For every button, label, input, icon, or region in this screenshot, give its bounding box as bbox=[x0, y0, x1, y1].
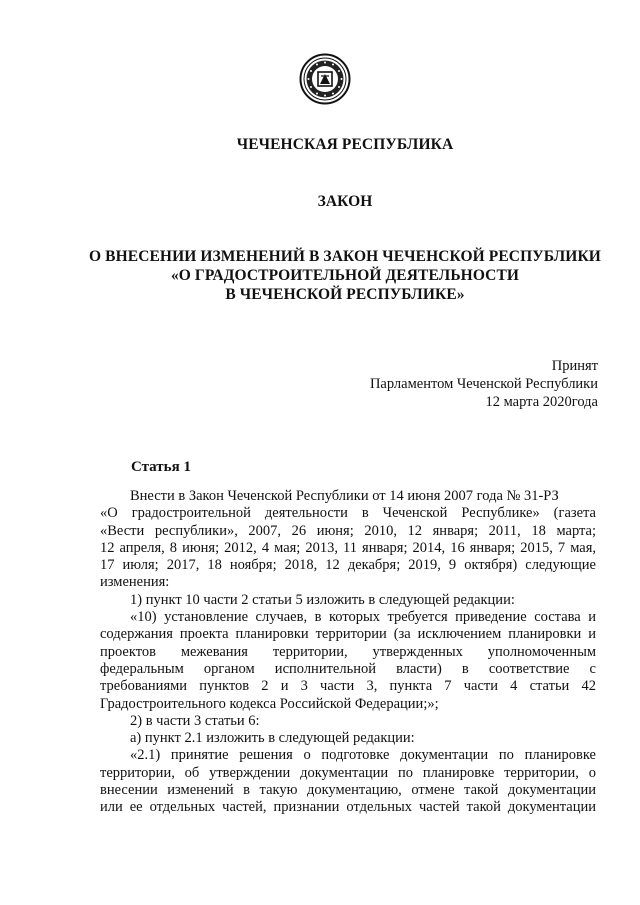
body-line: «10) установление случаев, в которых требуется приведение состава и bbox=[130, 609, 596, 626]
body-line: Градостроительного кодекса Российской Федерации;»; bbox=[100, 695, 439, 712]
body-line: внесении изменений в такую документацию, отмене такой документации bbox=[100, 782, 596, 799]
republic-name: ЧЕЧЕНСКАЯ РЕСПУБЛИКА bbox=[236, 136, 454, 153]
body-line: проектов межевания территории, утвержденных уполномоченным bbox=[100, 643, 596, 660]
law-title bbox=[60, 247, 630, 304]
adoption-line: Принят bbox=[551, 358, 598, 374]
body-line: изменения: bbox=[100, 574, 170, 591]
body-line: требованиями пунктов 2 и 3 части 3, пункта 7 части 4 статьи 42 bbox=[100, 678, 596, 695]
body-line: Внести в Закон Чеченской Республики от 14 июня 2007 года № 31-РЗ bbox=[130, 488, 559, 504]
body-line: 17 июля; 2017, 18 ноября; 2018, 12 декабря; 2019, 9 октября) следующие bbox=[100, 557, 596, 574]
emblem-icon bbox=[299, 53, 351, 105]
body-line: а) пункт 2.1 изложить в следующей редакции: bbox=[130, 730, 415, 747]
adoption-line: Парламентом Чеченской Республики bbox=[369, 376, 598, 392]
document-type: ЗАКОН bbox=[317, 193, 373, 210]
coat-of-arms-emblem bbox=[299, 53, 351, 105]
law-title-line: «О ГРАДОСТРОИТЕЛЬНОЙ ДЕЯТЕЛЬНОСТИ bbox=[170, 267, 520, 284]
article-heading: Статья 1 bbox=[131, 459, 191, 475]
body-line: территории, об утверждении документации по планировке территории, о bbox=[100, 764, 596, 781]
body-line: или ее отдельных частей, признании отдельных частей такой документации bbox=[100, 799, 596, 816]
body-line: «Вести республики», 2007, 26 июня; 2010, 12 января; 2011, 18 марта; bbox=[100, 522, 596, 539]
article-body bbox=[100, 488, 596, 817]
body-line: «2.1) принятие решения о подготовке документации по планировке bbox=[130, 747, 596, 764]
body-line: федеральным органом исполнительной власти) в соответствие с bbox=[100, 660, 596, 677]
law-title-line: О ВНЕСЕНИИ ИЗМЕНЕНИЙ В ЗАКОН ЧЕЧЕНСКОЙ РЕСПУБЛИКИ bbox=[89, 248, 601, 265]
body-line: 2) в части 3 статьи 6: bbox=[130, 712, 260, 729]
body-line: 1) пункт 10 части 2 статьи 5 изложить в следующей редакции: bbox=[130, 591, 515, 608]
body-line: «О градостроительной деятельности в Чеченской Республике» (газета bbox=[100, 505, 596, 522]
adoption-block bbox=[370, 357, 598, 411]
adoption-date: 12 марта 2020года bbox=[485, 394, 598, 410]
body-line: содержания проекта планировки территории (за исключением планировки и bbox=[100, 626, 596, 643]
body-line: 12 апреля, 8 июня; 2012, 4 мая; 2013, 11 января; 2014, 16 января; 2015, 7 мая, bbox=[100, 539, 596, 556]
law-title-line: В ЧЕЧЕНСКОЙ РЕСПУБЛИКЕ» bbox=[225, 286, 465, 303]
